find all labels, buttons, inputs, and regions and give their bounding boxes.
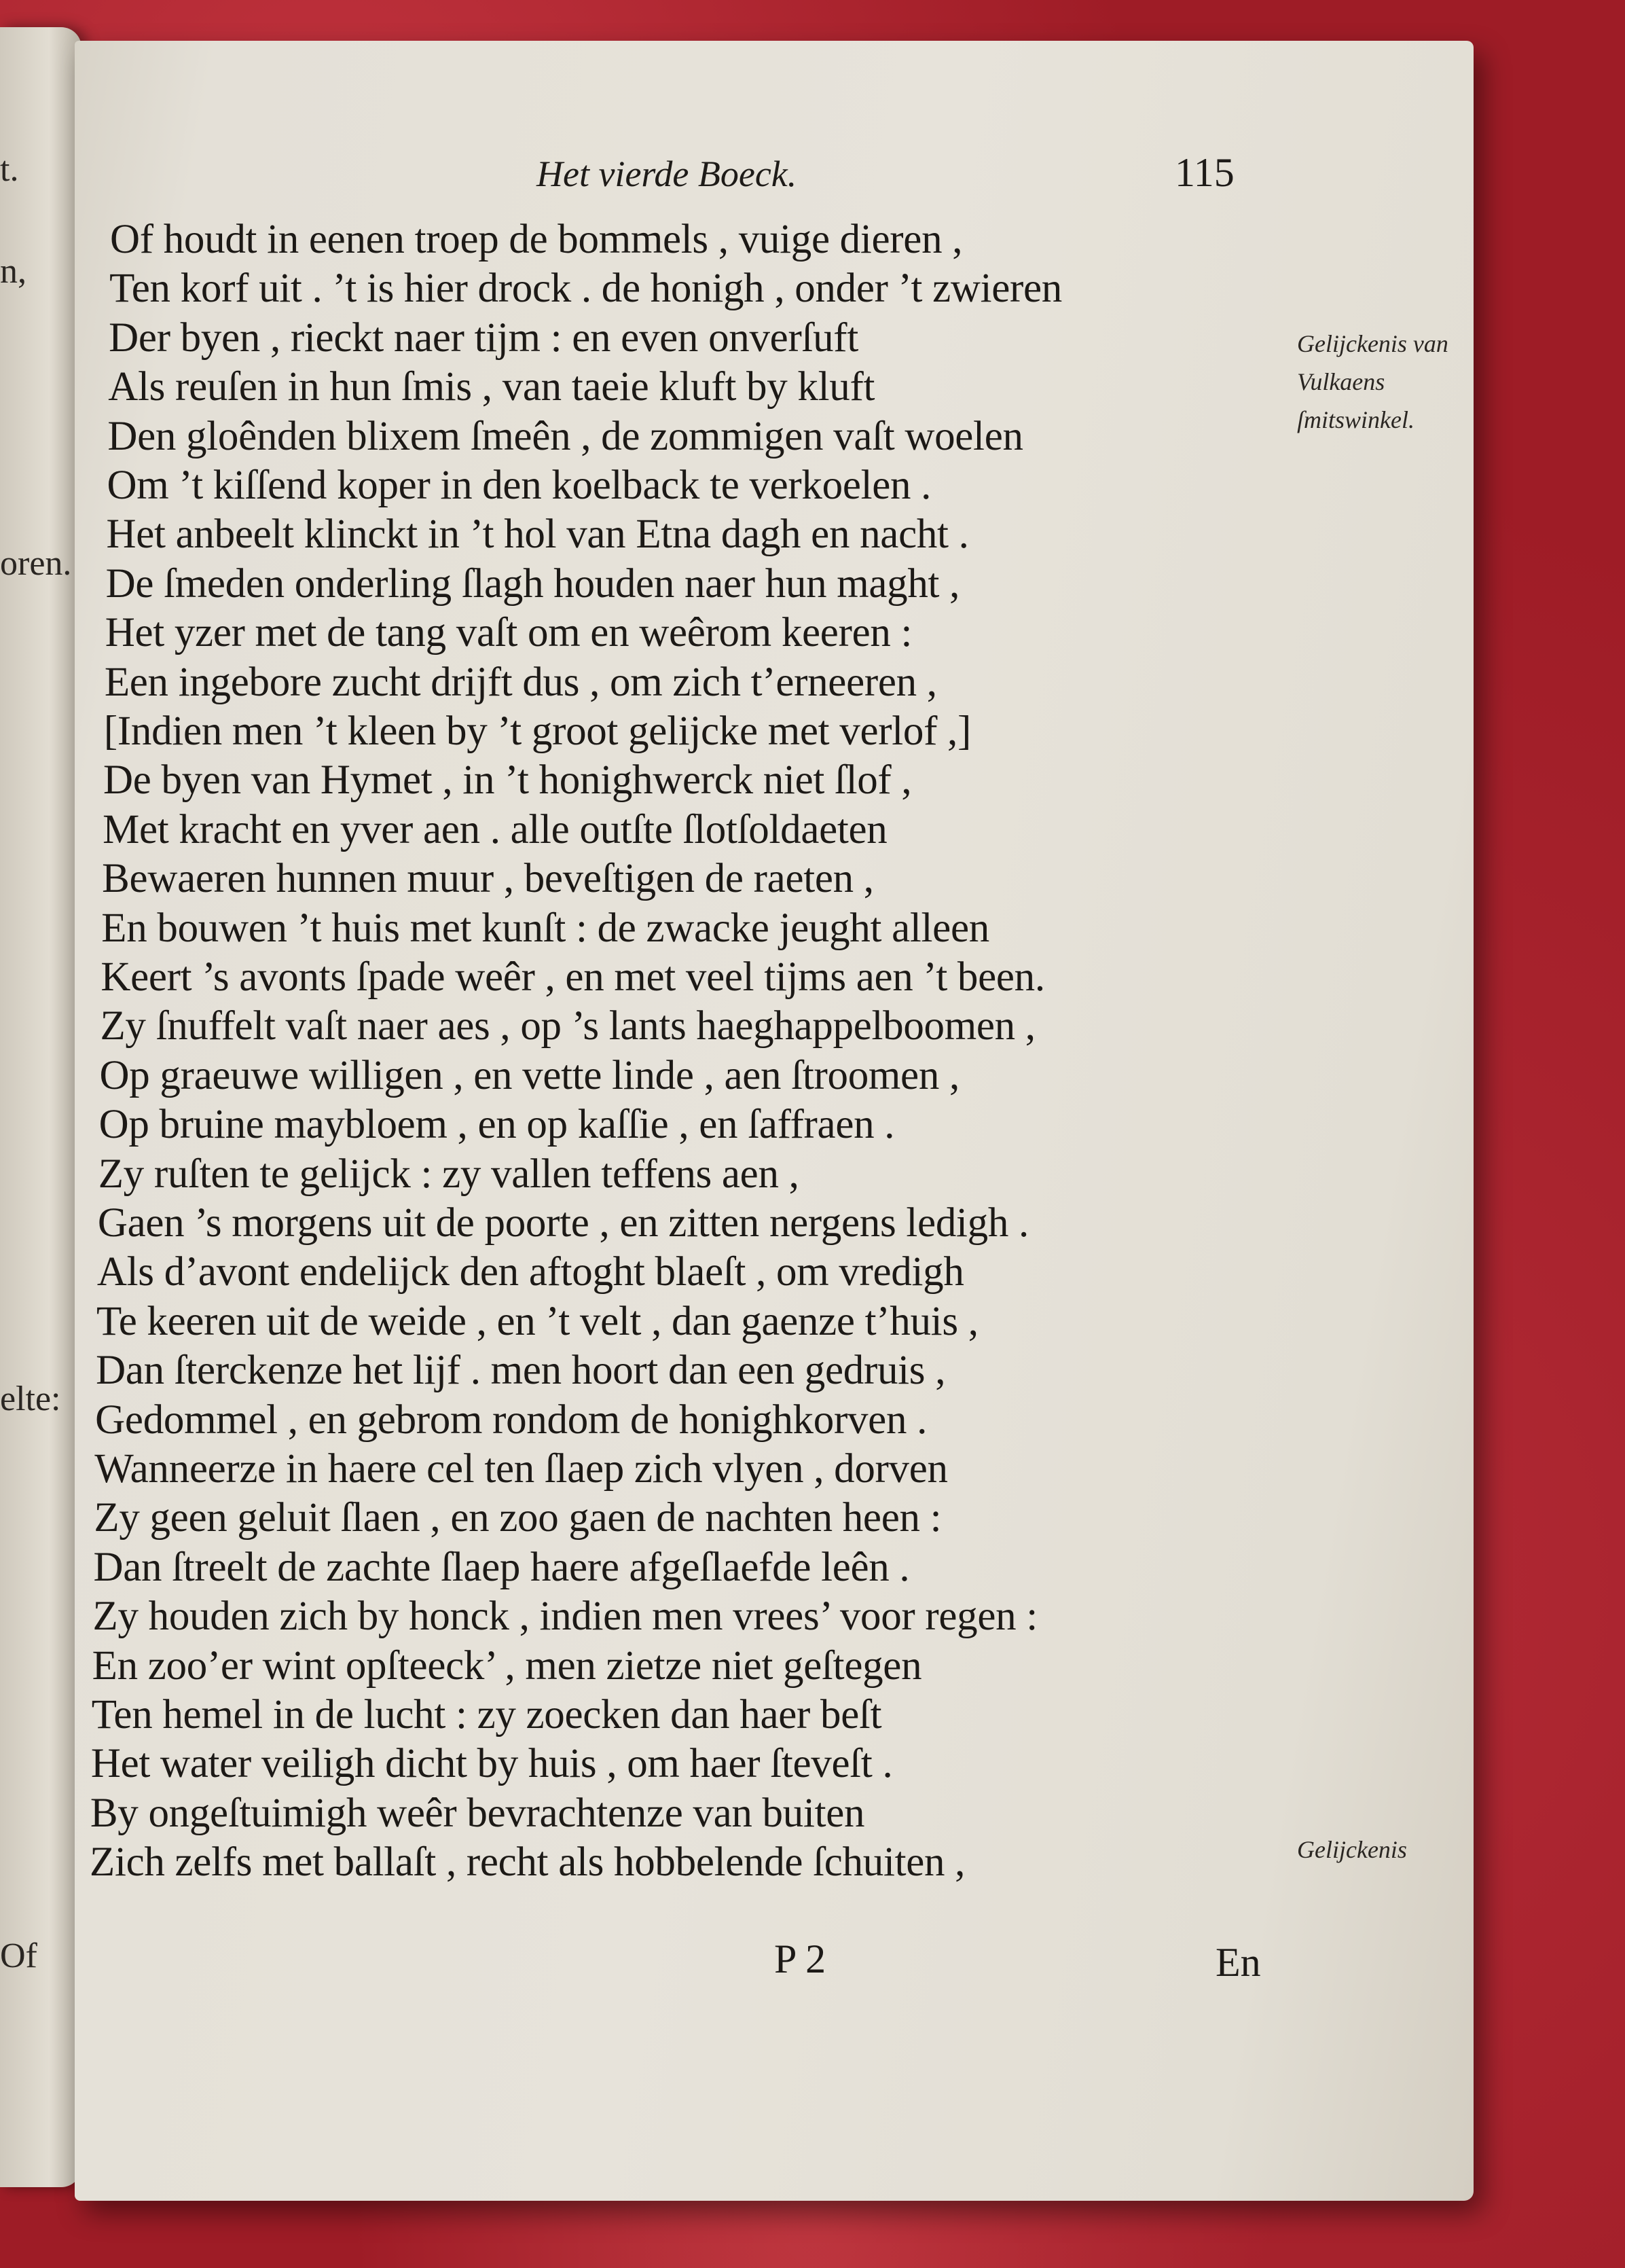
- verse-line: Het water veiligh dicht by huis , om haer ſteveſt .: [90, 1741, 893, 1787]
- verse-line: Bewaeren hunnen muur , beveſtigen de raeten ,: [102, 856, 874, 902]
- verse-line: Een ingebore zucht drijft dus , om zich t’erneeren ,: [104, 659, 937, 705]
- margin-note-gelijckenis: Gelijckenis: [1297, 1836, 1407, 1863]
- verse-line: Den gloênden blixem ſmeên , de zommigen vaſt woelen: [107, 413, 1023, 459]
- verse-line: Het anbeelt klinckt in ’t hol van Etna dagh en nacht .: [106, 511, 969, 558]
- verse-line: Keert ’s avonts ſpade weêr , en met veel tijms aen ’t been.: [101, 954, 1045, 1000]
- facing-page-edge: [0, 27, 81, 2187]
- facing-page-fragment: Of: [0, 1937, 37, 1975]
- verse-line: Gedommel , en gebrom rondom de honighkorven .: [95, 1397, 928, 1443]
- verse-line: Zy ſnuffelt vaſt naer aes , op ’s lants haeghappelboomen ,: [100, 1003, 1036, 1049]
- facing-page-fragment: oren.: [0, 544, 72, 583]
- verse-line: Of houdt in eenen troep de bommels , vuige dieren ,: [110, 217, 963, 262]
- verse-line: Het yzer met de tang vaſt om en weêrom keeren :: [105, 610, 913, 656]
- book-page: [75, 41, 1474, 2201]
- verse-line: En bouwen ’t huis met kunſt : de zwacke jeught alleen: [101, 905, 989, 951]
- verse-line: Wanneerze in haere cel ten ſlaep zich vlyen , dorven: [94, 1446, 948, 1492]
- verse-line: Op graeuwe willigen , en vette linde , aen ſtroomen ,: [99, 1052, 960, 1098]
- verse-line: Op bruine maybloem , en op kaſſie , en ſaffraen .: [98, 1102, 895, 1148]
- verse-line: Zy houden zich by honck , indien men vrees’ voor regen :: [92, 1594, 1038, 1640]
- running-head: Het vierde Boeck.: [536, 154, 797, 194]
- verse-line: Dan ſterckenze het lijf . men hoort dan een gedruis ,: [96, 1348, 946, 1394]
- verse-line: Zy ruſten te gelijck : zy vallen teffens aen ,: [98, 1151, 799, 1197]
- facing-page-fragment: n,: [0, 252, 26, 291]
- catchword: En: [1216, 1940, 1261, 1985]
- margin-note-vulkaens: Gelijckenis van Vulkaens ſmitswinkel.: [1297, 330, 1448, 433]
- verse-line: De ſmeden onderling ſlagh houden naer hun maght ,: [105, 560, 960, 607]
- verse-line: De byen van Hymet , in ’t honighwerck niet ſlof ,: [103, 757, 912, 804]
- verse-line: [Indien men ’t kleen by ’t groot gelijcke met verlof ,]: [103, 708, 972, 754]
- verse-line: Zich zelfs met ballaſt , recht als hobbelende ſchuiten ,: [90, 1839, 966, 1886]
- facing-page-fragment: elte:: [0, 1380, 61, 1418]
- verse-line: Zy geen geluit ſlaen , en zoo gaen de nachten heen :: [94, 1495, 942, 1541]
- verse-line: Als d’avont endelijck den aftoght blaeſt , om vredigh: [96, 1249, 964, 1295]
- verse-line: Ten korf uit . ’t is hier drock . de honigh , onder ’t zwieren: [109, 266, 1063, 312]
- page-number: 115: [1175, 150, 1235, 195]
- verse-line: En zoo’er wint opſteeck’ , men zietze niet geſtegen: [92, 1642, 922, 1689]
- verse-line: Der byen , rieckt naer tijm : en even onverſuft: [109, 314, 858, 361]
- signature-mark: P 2: [774, 1937, 826, 1981]
- verse-line: Ten hemel in de lucht : zy zoecken dan haer beſt: [91, 1692, 882, 1738]
- verse-line: Gaen ’s morgens uit de poorte , en zitten nergens ledigh .: [97, 1200, 1029, 1246]
- verse-line: By ongeſtuimigh weêr bevrachtenze van buiten: [90, 1790, 865, 1836]
- verse-line: Dan ſtreelt de zachte ſlaep haere afgeſlaefde leên .: [93, 1544, 910, 1590]
- verse-line: Te keeren uit de weide , en ’t velt , dan gaenze t’huis ,: [96, 1298, 979, 1344]
- facing-page-fragment: t.: [0, 150, 19, 189]
- verse-line: Als reuſen in hun ſmis , van taeie kluft by kluft: [108, 364, 875, 410]
- verse-line: Om ’t kiſſend koper in den koelback te verkoelen .: [107, 463, 932, 508]
- verse-line: Met kracht en yver aen . alle outſte ſlotſoldaeten: [103, 806, 888, 852]
